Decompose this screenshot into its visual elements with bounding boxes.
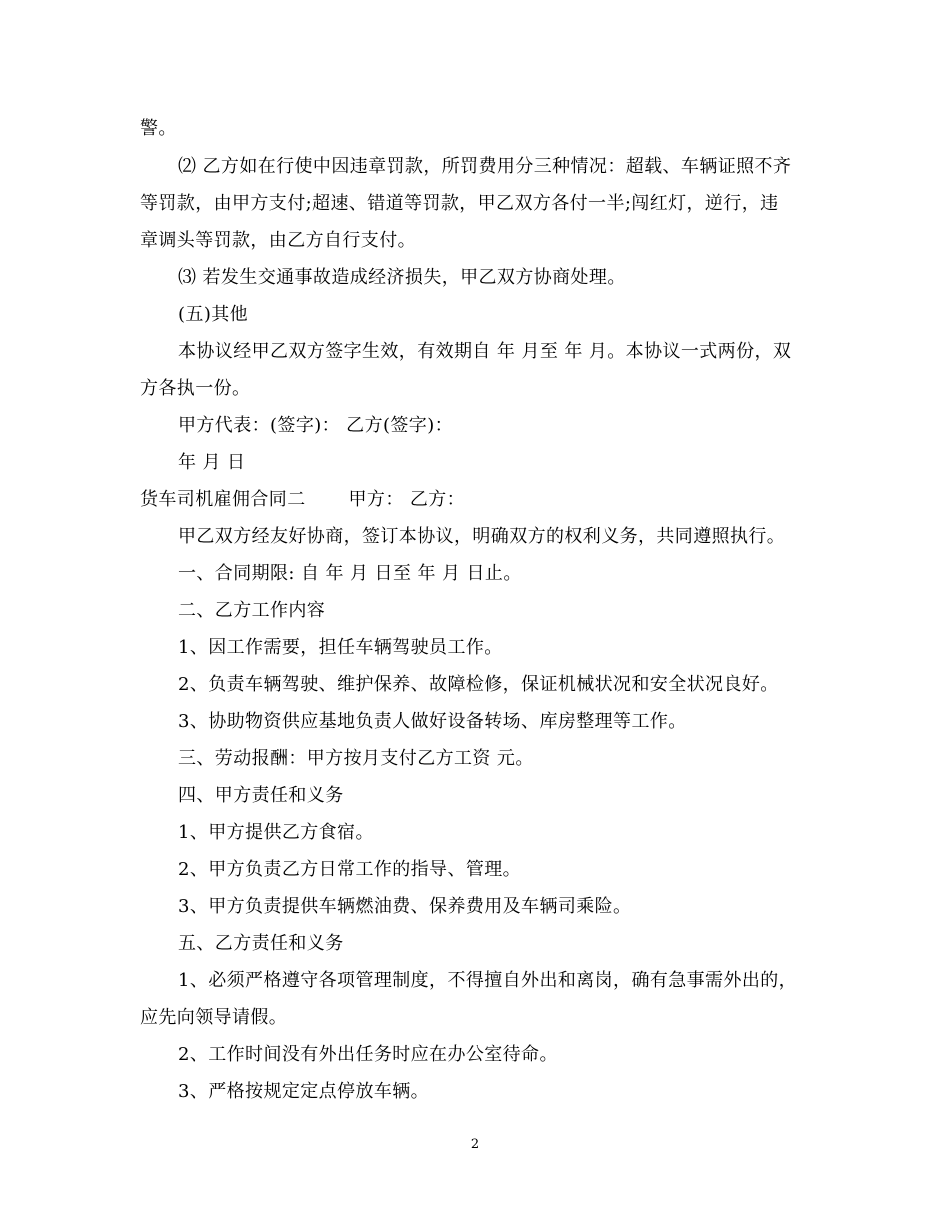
text-line: 章调头等罚款，由乙方自行支付。 — [140, 230, 416, 251]
text-line-clause-2: ⑵ 乙方如在行使中因违章罚款，所罚费用分三种情况：超载、车辆证照不齐 — [178, 156, 792, 177]
text-line: 等罚款，由甲方支付;超速、错道等罚款，甲乙双方各付一半;闯红灯，逆行，违 — [140, 193, 779, 214]
signature-line: 甲方代表：(签字)： 乙方(签字)： — [178, 415, 454, 436]
list-item: 2、负责车辆驾驶、维护保养、故障检修，保证机械状况和安全状况良好。 — [178, 674, 779, 695]
list-item: 3、甲方负责提供车辆燃油费、保养费用及车辆司乘险。 — [178, 896, 632, 917]
contract-title-line: 货车司机雇佣合同二 甲方： 乙方： — [140, 489, 466, 510]
text-line: 方各执一份。 — [140, 378, 251, 399]
section-heading-term: 一、合同期限: 自 年 月 日至 年 月 日止。 — [178, 563, 522, 584]
text-line: 本协议经甲乙双方签字生效，有效期自 年 月至 年 月。本协议一式两份，双 — [178, 341, 792, 362]
section-heading-work: 二、乙方工作内容 — [178, 600, 326, 621]
text-line: 甲乙双方经友好协商，签订本协议，明确双方的权利义务，共同遵照执行。 — [178, 526, 786, 547]
section-heading-other: (五)其他 — [178, 304, 249, 325]
section-heading-party-b: 五、乙方责任和义务 — [178, 933, 344, 954]
list-item: 2、甲方负责乙方日常工作的指导、管理。 — [178, 859, 522, 880]
list-item: 1、因工作需要，担任车辆驾驶员工作。 — [178, 637, 503, 658]
list-item: 3、严格按规定定点停放车辆。 — [178, 1081, 430, 1102]
page-number: 2 — [470, 1137, 480, 1152]
text-line-continuation: 警。 — [140, 118, 177, 139]
list-item: 1、甲方提供乙方食宿。 — [178, 822, 374, 843]
date-line: 年 月 日 — [178, 452, 246, 473]
text-line-clause-3: ⑶ 若发生交通事故造成经济损失，甲乙双方协商处理。 — [178, 267, 626, 288]
text-line: 应先向领导请假。 — [140, 1007, 288, 1028]
section-heading-pay: 三、劳动报酬：甲方按月支付乙方工资 元。 — [178, 748, 534, 769]
section-heading-party-a: 四、甲方责任和义务 — [178, 785, 344, 806]
list-item: 1、必须严格遵守各项管理制度，不得擅自外出和离岗，确有急事需外出的， — [178, 970, 798, 991]
list-item: 2、工作时间没有外出任务时应在办公室待命。 — [178, 1044, 558, 1065]
list-item: 3、协助物资供应基地负责人做好设备转场、库房整理等工作。 — [178, 711, 687, 732]
